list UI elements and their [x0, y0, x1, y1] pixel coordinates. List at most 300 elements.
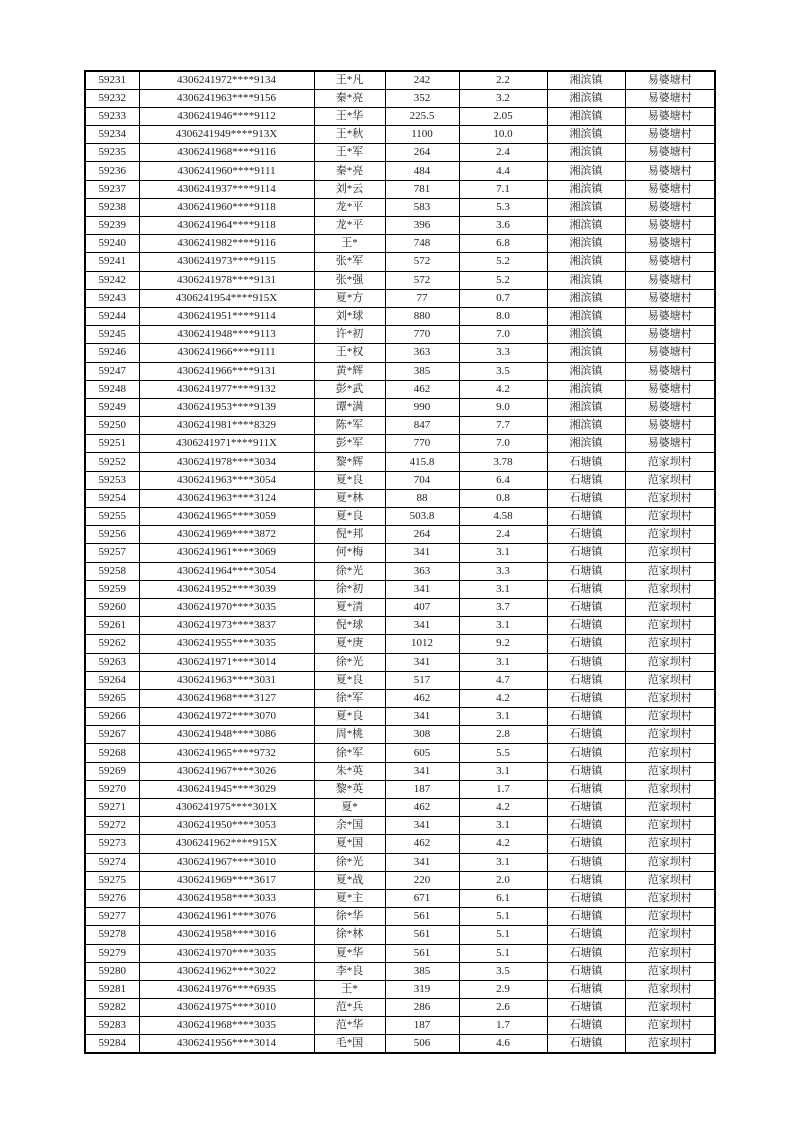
cell-sequence-number: 59255 — [85, 508, 139, 526]
table-row — [85, 417, 715, 435]
cell-sequence-number: 59277 — [85, 908, 139, 926]
cell-village: 易婆塘村 — [625, 398, 715, 416]
cell-id-card-number: 4306241937****9114 — [139, 180, 314, 198]
table-body — [85, 71, 715, 1053]
cell-town: 石塘镇 — [547, 635, 625, 653]
cell-amount: 341 — [385, 853, 459, 871]
table-row — [85, 362, 715, 380]
cell-person-name: 夏*良 — [314, 671, 385, 689]
cell-area: 2.9 — [459, 980, 547, 998]
cell-town: 石塘镇 — [547, 453, 625, 471]
cell-id-card-number: 4306241982****9116 — [139, 235, 314, 253]
cell-amount: 770 — [385, 435, 459, 453]
cell-amount: 415.8 — [385, 453, 459, 471]
cell-person-name: 夏*方 — [314, 289, 385, 307]
cell-amount: 341 — [385, 653, 459, 671]
cell-town: 湘滨镇 — [547, 89, 625, 107]
cell-person-name: 许*初 — [314, 326, 385, 344]
cell-sequence-number: 59250 — [85, 417, 139, 435]
table-row — [85, 962, 715, 980]
cell-village: 范家坝村 — [625, 926, 715, 944]
cell-person-name: 王*华 — [314, 107, 385, 125]
cell-village: 范家坝村 — [625, 689, 715, 707]
cell-amount: 561 — [385, 908, 459, 926]
cell-sequence-number: 59243 — [85, 289, 139, 307]
cell-town: 湘滨镇 — [547, 217, 625, 235]
cell-sequence-number: 59283 — [85, 1017, 139, 1035]
cell-amount: 990 — [385, 398, 459, 416]
cell-sequence-number: 59266 — [85, 708, 139, 726]
cell-person-name: 黎*辉 — [314, 453, 385, 471]
cell-id-card-number: 4306241948****3086 — [139, 726, 314, 744]
cell-id-card-number: 4306241964****9118 — [139, 217, 314, 235]
cell-town: 石塘镇 — [547, 489, 625, 507]
cell-village: 易婆塘村 — [625, 435, 715, 453]
table-row — [85, 908, 715, 926]
cell-person-name: 徐*初 — [314, 580, 385, 598]
cell-village: 易婆塘村 — [625, 271, 715, 289]
cell-id-card-number: 4306241950****3053 — [139, 817, 314, 835]
cell-amount: 341 — [385, 580, 459, 598]
cell-person-name: 陈*军 — [314, 417, 385, 435]
cell-person-name: 夏*庚 — [314, 635, 385, 653]
cell-person-name: 夏*良 — [314, 471, 385, 489]
cell-amount: 561 — [385, 926, 459, 944]
cell-sequence-number: 59242 — [85, 271, 139, 289]
cell-amount: 847 — [385, 417, 459, 435]
table-row — [85, 926, 715, 944]
cell-area: 3.1 — [459, 544, 547, 562]
cell-amount: 220 — [385, 871, 459, 889]
cell-person-name: 范*兵 — [314, 999, 385, 1017]
cell-town: 石塘镇 — [547, 980, 625, 998]
table-row — [85, 689, 715, 707]
cell-town: 石塘镇 — [547, 526, 625, 544]
cell-town: 湘滨镇 — [547, 162, 625, 180]
cell-town: 湘滨镇 — [547, 417, 625, 435]
cell-amount: 341 — [385, 708, 459, 726]
cell-sequence-number: 59248 — [85, 380, 139, 398]
cell-person-name: 彭*军 — [314, 435, 385, 453]
cell-person-name: 徐*军 — [314, 689, 385, 707]
table-row — [85, 853, 715, 871]
cell-amount: 605 — [385, 744, 459, 762]
cell-person-name: 周*桃 — [314, 726, 385, 744]
cell-person-name: 夏*林 — [314, 489, 385, 507]
cell-village: 范家坝村 — [625, 962, 715, 980]
table-row — [85, 544, 715, 562]
cell-id-card-number: 4306241963****3031 — [139, 671, 314, 689]
cell-person-name: 倪*球 — [314, 617, 385, 635]
cell-amount: 572 — [385, 253, 459, 271]
cell-village: 范家坝村 — [625, 508, 715, 526]
cell-amount: 88 — [385, 489, 459, 507]
cell-amount: 1012 — [385, 635, 459, 653]
cell-area: 1.7 — [459, 780, 547, 798]
cell-area: 3.1 — [459, 617, 547, 635]
cell-id-card-number: 4306241954****915X — [139, 289, 314, 307]
cell-person-name: 余*国 — [314, 817, 385, 835]
table-row — [85, 980, 715, 998]
cell-sequence-number: 59239 — [85, 217, 139, 235]
cell-village: 易婆塘村 — [625, 217, 715, 235]
cell-id-card-number: 4306241966****9111 — [139, 344, 314, 362]
cell-sequence-number: 59249 — [85, 398, 139, 416]
cell-amount: 462 — [385, 835, 459, 853]
cell-person-name: 彭*武 — [314, 380, 385, 398]
cell-area: 2.8 — [459, 726, 547, 744]
cell-town: 石塘镇 — [547, 780, 625, 798]
cell-person-name: 何*梅 — [314, 544, 385, 562]
cell-amount: 484 — [385, 162, 459, 180]
cell-village: 易婆塘村 — [625, 307, 715, 325]
cell-person-name: 夏*华 — [314, 944, 385, 962]
cell-town: 石塘镇 — [547, 908, 625, 926]
cell-town: 石塘镇 — [547, 617, 625, 635]
table-row — [85, 253, 715, 271]
cell-village: 范家坝村 — [625, 471, 715, 489]
cell-village: 范家坝村 — [625, 453, 715, 471]
cell-sequence-number: 59282 — [85, 999, 139, 1017]
cell-area: 6.1 — [459, 889, 547, 907]
cell-id-card-number: 4306241958****3033 — [139, 889, 314, 907]
table-row — [85, 1035, 715, 1053]
cell-amount: 264 — [385, 144, 459, 162]
cell-sequence-number: 59271 — [85, 799, 139, 817]
table-row — [85, 635, 715, 653]
cell-town: 湘滨镇 — [547, 198, 625, 216]
cell-person-name: 秦*亮 — [314, 162, 385, 180]
table-row — [85, 562, 715, 580]
cell-town: 湘滨镇 — [547, 180, 625, 198]
cell-town: 湘滨镇 — [547, 107, 625, 125]
cell-person-name: 王*军 — [314, 144, 385, 162]
cell-sequence-number: 59233 — [85, 107, 139, 125]
cell-area: 4.2 — [459, 689, 547, 707]
cell-area: 4.2 — [459, 799, 547, 817]
cell-id-card-number: 4306241975****3010 — [139, 999, 314, 1017]
cell-village: 范家坝村 — [625, 726, 715, 744]
cell-area: 4.58 — [459, 508, 547, 526]
cell-amount: 506 — [385, 1035, 459, 1053]
cell-person-name: 王*凡 — [314, 71, 385, 89]
cell-sequence-number: 59278 — [85, 926, 139, 944]
cell-id-card-number: 4306241961****3076 — [139, 908, 314, 926]
cell-amount: 341 — [385, 762, 459, 780]
cell-area: 4.4 — [459, 162, 547, 180]
cell-id-card-number: 4306241960****9118 — [139, 198, 314, 216]
table-row — [85, 671, 715, 689]
cell-person-name: 徐*光 — [314, 653, 385, 671]
cell-town: 石塘镇 — [547, 1035, 625, 1053]
cell-village: 范家坝村 — [625, 1035, 715, 1053]
cell-town: 石塘镇 — [547, 598, 625, 616]
cell-amount: 407 — [385, 598, 459, 616]
cell-village: 易婆塘村 — [625, 162, 715, 180]
cell-town: 石塘镇 — [547, 562, 625, 580]
cell-village: 范家坝村 — [625, 671, 715, 689]
table-row — [85, 999, 715, 1017]
cell-town: 石塘镇 — [547, 671, 625, 689]
table-row — [85, 799, 715, 817]
cell-person-name: 王*秋 — [314, 126, 385, 144]
cell-sequence-number: 59245 — [85, 326, 139, 344]
cell-id-card-number: 4306241973****3837 — [139, 617, 314, 635]
table-row — [85, 726, 715, 744]
cell-sequence-number: 59276 — [85, 889, 139, 907]
cell-village: 易婆塘村 — [625, 417, 715, 435]
table-row — [85, 144, 715, 162]
cell-area: 3.5 — [459, 962, 547, 980]
cell-sequence-number: 59253 — [85, 471, 139, 489]
cell-id-card-number: 4306241970****3035 — [139, 944, 314, 962]
cell-amount: 1100 — [385, 126, 459, 144]
cell-area: 5.1 — [459, 926, 547, 944]
cell-area: 7.7 — [459, 417, 547, 435]
cell-village: 范家坝村 — [625, 999, 715, 1017]
cell-id-card-number: 4306241975****301X — [139, 799, 314, 817]
table-row — [85, 489, 715, 507]
cell-sequence-number: 59263 — [85, 653, 139, 671]
cell-amount: 385 — [385, 362, 459, 380]
cell-sequence-number: 59247 — [85, 362, 139, 380]
cell-sequence-number: 59259 — [85, 580, 139, 598]
cell-amount: 770 — [385, 326, 459, 344]
table-row — [85, 889, 715, 907]
cell-person-name: 张*强 — [314, 271, 385, 289]
cell-village: 易婆塘村 — [625, 126, 715, 144]
cell-id-card-number: 4306241969****3617 — [139, 871, 314, 889]
cell-sequence-number: 59274 — [85, 853, 139, 871]
cell-amount: 264 — [385, 526, 459, 544]
cell-town: 石塘镇 — [547, 817, 625, 835]
table-row — [85, 380, 715, 398]
cell-id-card-number: 4306241955****3035 — [139, 635, 314, 653]
cell-area: 3.1 — [459, 708, 547, 726]
cell-id-card-number: 4306241972****3070 — [139, 708, 314, 726]
cell-sequence-number: 59275 — [85, 871, 139, 889]
cell-area: 7.0 — [459, 435, 547, 453]
cell-person-name: 王* — [314, 980, 385, 998]
cell-person-name: 夏*良 — [314, 508, 385, 526]
cell-area: 3.1 — [459, 653, 547, 671]
cell-person-name: 夏*清 — [314, 598, 385, 616]
cell-amount: 187 — [385, 1017, 459, 1035]
cell-village: 易婆塘村 — [625, 180, 715, 198]
cell-area: 3.1 — [459, 817, 547, 835]
cell-town: 湘滨镇 — [547, 271, 625, 289]
cell-id-card-number: 4306241973****9115 — [139, 253, 314, 271]
cell-area: 3.6 — [459, 217, 547, 235]
table-row — [85, 744, 715, 762]
cell-amount: 77 — [385, 289, 459, 307]
cell-amount: 341 — [385, 617, 459, 635]
cell-person-name: 王* — [314, 235, 385, 253]
cell-village: 范家坝村 — [625, 871, 715, 889]
cell-person-name: 龙*平 — [314, 217, 385, 235]
cell-id-card-number: 4306241948****9113 — [139, 326, 314, 344]
cell-sequence-number: 59232 — [85, 89, 139, 107]
cell-person-name: 倪*邦 — [314, 526, 385, 544]
cell-town: 石塘镇 — [547, 508, 625, 526]
cell-sequence-number: 59281 — [85, 980, 139, 998]
table-row — [85, 217, 715, 235]
cell-amount: 748 — [385, 235, 459, 253]
cell-person-name: 王*权 — [314, 344, 385, 362]
records-table — [84, 70, 716, 1054]
cell-person-name: 谭*满 — [314, 398, 385, 416]
cell-id-card-number: 4306241945****3029 — [139, 780, 314, 798]
cell-village: 范家坝村 — [625, 544, 715, 562]
cell-id-card-number: 4306241960****9111 — [139, 162, 314, 180]
cell-id-card-number: 4306241956****3014 — [139, 1035, 314, 1053]
cell-amount: 341 — [385, 544, 459, 562]
table-row — [85, 180, 715, 198]
cell-area: 9.0 — [459, 398, 547, 416]
cell-sequence-number: 59284 — [85, 1035, 139, 1053]
cell-village: 易婆塘村 — [625, 344, 715, 362]
cell-area: 10.0 — [459, 126, 547, 144]
cell-area: 8.0 — [459, 307, 547, 325]
cell-village: 易婆塘村 — [625, 71, 715, 89]
table-row — [85, 435, 715, 453]
cell-village: 易婆塘村 — [625, 380, 715, 398]
cell-id-card-number: 4306241965****3059 — [139, 508, 314, 526]
cell-sequence-number: 59273 — [85, 835, 139, 853]
cell-town: 石塘镇 — [547, 726, 625, 744]
table-row — [85, 835, 715, 853]
cell-village: 易婆塘村 — [625, 107, 715, 125]
cell-town: 湘滨镇 — [547, 380, 625, 398]
table-row — [85, 453, 715, 471]
cell-id-card-number: 4306241970****3035 — [139, 598, 314, 616]
cell-sequence-number: 59236 — [85, 162, 139, 180]
cell-id-card-number: 4306241967****3010 — [139, 853, 314, 871]
cell-town: 石塘镇 — [547, 580, 625, 598]
cell-person-name: 徐*光 — [314, 853, 385, 871]
cell-village: 易婆塘村 — [625, 144, 715, 162]
cell-town: 石塘镇 — [547, 962, 625, 980]
cell-amount: 561 — [385, 944, 459, 962]
cell-village: 范家坝村 — [625, 708, 715, 726]
cell-person-name: 龙*平 — [314, 198, 385, 216]
cell-village: 范家坝村 — [625, 489, 715, 507]
cell-id-card-number: 4306241962****915X — [139, 835, 314, 853]
cell-town: 石塘镇 — [547, 944, 625, 962]
cell-amount: 583 — [385, 198, 459, 216]
cell-sequence-number: 59268 — [85, 744, 139, 762]
cell-id-card-number: 4306241949****913X — [139, 126, 314, 144]
table-row — [85, 271, 715, 289]
cell-village: 范家坝村 — [625, 580, 715, 598]
cell-village: 范家坝村 — [625, 762, 715, 780]
cell-town: 石塘镇 — [547, 708, 625, 726]
cell-area: 5.1 — [459, 908, 547, 926]
cell-village: 范家坝村 — [625, 889, 715, 907]
cell-id-card-number: 4306241962****3022 — [139, 962, 314, 980]
cell-area: 3.1 — [459, 762, 547, 780]
table-row — [85, 580, 715, 598]
cell-town: 湘滨镇 — [547, 235, 625, 253]
table-row — [85, 235, 715, 253]
cell-area: 3.1 — [459, 580, 547, 598]
cell-area: 2.4 — [459, 526, 547, 544]
cell-person-name: 黄*辉 — [314, 362, 385, 380]
cell-village: 易婆塘村 — [625, 235, 715, 253]
cell-town: 石塘镇 — [547, 653, 625, 671]
cell-person-name: 刘*云 — [314, 180, 385, 198]
cell-id-card-number: 4306241958****3016 — [139, 926, 314, 944]
cell-id-card-number: 4306241963****9156 — [139, 89, 314, 107]
cell-village: 范家坝村 — [625, 598, 715, 616]
cell-person-name: 夏*战 — [314, 871, 385, 889]
table-row — [85, 162, 715, 180]
cell-id-card-number: 4306241963****3054 — [139, 471, 314, 489]
table-row — [85, 598, 715, 616]
cell-town: 湘滨镇 — [547, 71, 625, 89]
cell-village: 范家坝村 — [625, 853, 715, 871]
cell-sequence-number: 59238 — [85, 198, 139, 216]
cell-village: 易婆塘村 — [625, 326, 715, 344]
cell-town: 湘滨镇 — [547, 435, 625, 453]
cell-person-name: 刘*球 — [314, 307, 385, 325]
cell-area: 3.78 — [459, 453, 547, 471]
cell-village: 范家坝村 — [625, 944, 715, 962]
cell-sequence-number: 59258 — [85, 562, 139, 580]
table-row — [85, 526, 715, 544]
cell-area: 3.3 — [459, 344, 547, 362]
cell-town: 湘滨镇 — [547, 362, 625, 380]
cell-person-name: 李*良 — [314, 962, 385, 980]
cell-area: 4.7 — [459, 671, 547, 689]
cell-id-card-number: 4306241964****3054 — [139, 562, 314, 580]
cell-sequence-number: 59244 — [85, 307, 139, 325]
table-row — [85, 198, 715, 216]
table-row — [85, 653, 715, 671]
cell-village: 范家坝村 — [625, 835, 715, 853]
cell-sequence-number: 59267 — [85, 726, 139, 744]
cell-village: 范家坝村 — [625, 908, 715, 926]
cell-area: 1.7 — [459, 1017, 547, 1035]
table-row — [85, 89, 715, 107]
cell-amount: 242 — [385, 71, 459, 89]
cell-id-card-number: 4306241968****3035 — [139, 1017, 314, 1035]
cell-id-card-number: 4306241965****9732 — [139, 744, 314, 762]
cell-person-name: 夏*国 — [314, 835, 385, 853]
cell-town: 石塘镇 — [547, 871, 625, 889]
cell-amount: 385 — [385, 962, 459, 980]
table-row — [85, 344, 715, 362]
cell-person-name: 范*华 — [314, 1017, 385, 1035]
cell-town: 石塘镇 — [547, 889, 625, 907]
cell-village: 范家坝村 — [625, 817, 715, 835]
cell-town: 石塘镇 — [547, 799, 625, 817]
cell-area: 3.2 — [459, 89, 547, 107]
cell-area: 5.1 — [459, 944, 547, 962]
cell-sequence-number: 59272 — [85, 817, 139, 835]
cell-village: 范家坝村 — [625, 744, 715, 762]
cell-amount: 462 — [385, 689, 459, 707]
table-row — [85, 508, 715, 526]
cell-id-card-number: 4306241978****9131 — [139, 271, 314, 289]
table-row — [85, 871, 715, 889]
cell-amount: 308 — [385, 726, 459, 744]
cell-id-card-number: 4306241951****9114 — [139, 307, 314, 325]
cell-id-card-number: 4306241968****9116 — [139, 144, 314, 162]
cell-id-card-number: 4306241971****911X — [139, 435, 314, 453]
cell-amount: 286 — [385, 999, 459, 1017]
cell-town: 湘滨镇 — [547, 253, 625, 271]
